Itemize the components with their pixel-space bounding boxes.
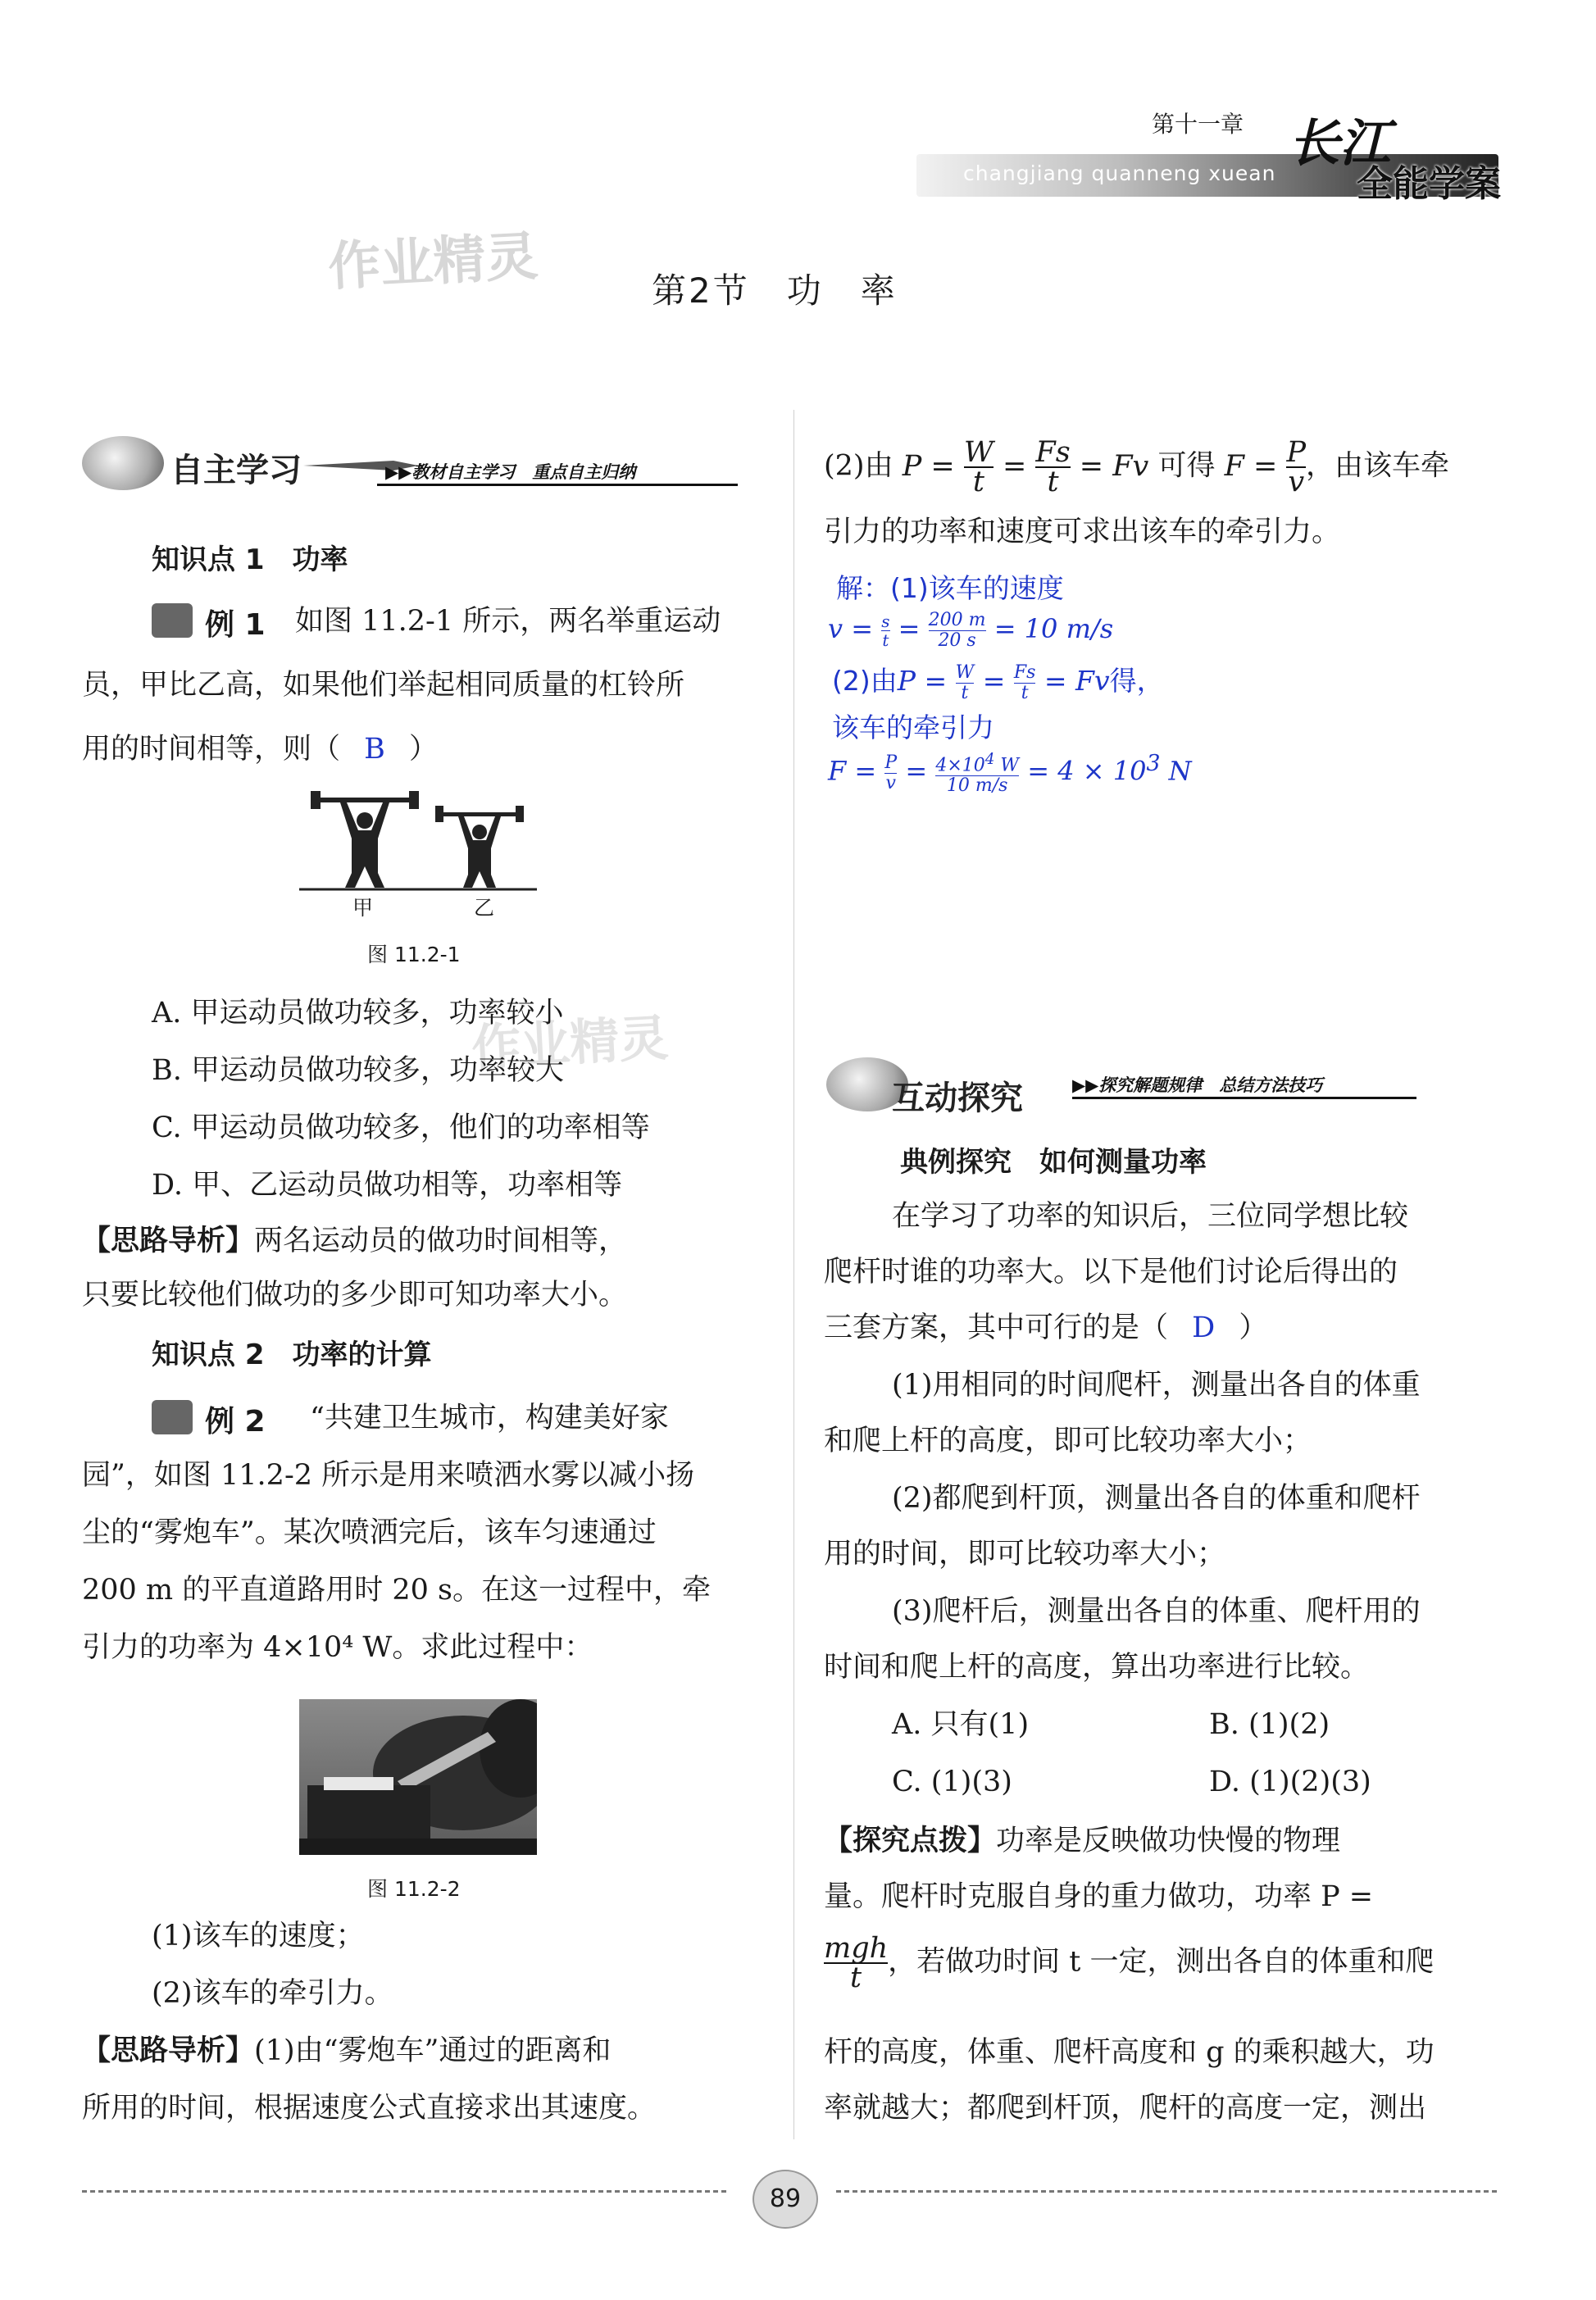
self-study-header [82,434,738,492]
explore-option-d: D. (1)(2)(3) [1209,1766,1371,1798]
hint-text: (1)由“雾炮车”通过的距离和 [254,2034,612,2067]
plan-line: (1)用相同的时间爬杆，测量出各自的体重 [892,1369,1421,1402]
explore-hint-cont: 杆的高度，体重、爬杆高度和 g 的乘积越大，功 [824,2036,1435,2069]
explore-tag: ▶▶探究解题规律 总结方法技巧 [1072,1075,1323,1095]
figure-caption: 图 11.2-1 [367,943,461,966]
example-2-line: “共建卫生城市，构建美好家 [310,1402,669,1434]
footer-rule-right [836,2190,1500,2193]
example-icon [152,1400,193,1434]
footer-rule-left [82,2190,730,2193]
knowledge-point-1: 知识点 1 功率 [152,543,348,576]
question-1: (1)该车的速度； [152,1920,365,1952]
example-icon [152,603,193,638]
option-c: C. 甲运动员做功较多，他们的功率相等 [152,1111,650,1144]
explore-hint-cont: 量。爬杆时克服自身的重力做功，功率 P = [824,1880,1374,1913]
example-1-answer: B [364,733,385,766]
page-number: 89 [753,2170,818,2229]
hint-2 [82,2031,611,2070]
example-1-label: 例 1 [205,608,266,642]
example-1-line [82,730,438,769]
explore-answer: D [1192,1311,1216,1344]
self-study-tag: ▶▶教材自主学习 重点自主归纳 [385,461,636,482]
force-formula: F = $\frac{P}{v}$ [1224,436,1307,498]
explore-option-a: A. 只有(1) [892,1708,1030,1741]
globe-icon [82,436,164,490]
example-2-line: 园”，如图 11.2-2 所示是用来喷洒水雾以减小扬 [82,1459,695,1492]
truck-sign [324,1777,393,1790]
explore-hint-label: 【探究点拨】 [824,1825,997,1857]
hint-2-part2 [824,436,1450,498]
chapter-label: 第十一章 [1152,111,1244,138]
brand-subtitle: changjiang quanneng xuean [963,161,1276,185]
option-a: A. 甲运动员做功较多，功率较小 [152,997,564,1030]
plan-line: 时间和爬上杆的高度，算出功率进行比较。 [824,1651,1370,1684]
hint-1 [82,1221,627,1261]
weightlifter-figure [299,791,537,914]
hint-label: 【思路导析】 [82,1225,255,1257]
fog-cannon-photo [299,1699,537,1855]
solution-line-3: (2)由P = $\frac{W}{t}$ = $\frac{Fs}{t}$ = Fv得， [832,661,1164,703]
hint-2-part2-cont: 引力的功率和速度可求出该车的牵引力。 [824,516,1341,548]
explore-option-c: C. (1)(3) [892,1766,1012,1798]
explore-close: ） [1239,1311,1268,1344]
example-2-line: 200 m 的平直道路用时 20 s。在这一过程中，牵 [82,1574,711,1607]
plan-line: (2)都爬到杆顶，测量出各自的体重和爬杆 [892,1482,1421,1515]
explore-hint-text: ，若做功时间 t 一定，测出各自的体重和爬 [888,1945,1435,1979]
section-rule [1072,1097,1416,1099]
explore-hint-cont: 率就越大；都爬到杆顶，爬杆的高度一定，测出 [824,2092,1427,2125]
explore-intro [824,1308,1267,1348]
power-fraction: mgh t [824,1932,889,1994]
hint-2-cont: 所用的时间，根据速度公式直接求出其速度。 [82,2092,657,2125]
example-2-line: 尘的“雾炮车”。某次喷洒完后，该车匀速通过 [82,1516,657,1549]
hint-text: 两名运动员的做功时间相等， [254,1225,628,1257]
solution-text: (2)由 [832,665,898,697]
column-divider [793,410,794,2139]
explore-header [826,1057,1498,1115]
example-2-label: 例 2 [205,1405,266,1439]
hint-text: 可得 [1157,449,1216,483]
solution-force: F = $\frac{P}{v}$ = $\frac{4\times 10^4 W}{10 m/s}$ = $4 \times 10^3$ N [828,751,1192,797]
self-study-label: 自主学习 [171,452,302,489]
hint-text: ，由该车牵 [1306,449,1450,483]
example-1-line: 如图 11.2-1 所示，两名举重运动 [295,605,721,638]
explore-title: 典例探究 如何测量功率 [900,1146,1207,1179]
explore-option-b: B. (1)(2) [1209,1708,1330,1741]
explore-intro: 在学习了功率的知识后，三位同学想比较 [892,1200,1409,1233]
brand-logo-script: 长江 [1289,113,1391,173]
plan-line: 和爬上杆的高度，即可比较功率大小； [824,1425,1312,1457]
watermark-faint: 作业精灵 [470,1009,670,1078]
hint-1-cont: 只要比较他们做功的多少即可知功率大小。 [82,1279,628,1311]
example-2-line: 引力的功率为 4×10⁴ W。求此过程中： [82,1631,593,1664]
figure-caption: 图 11.2-2 [367,1877,461,1901]
explore-hint-text: 功率是反映做功快慢的物理 [996,1825,1341,1857]
question-2: (2)该车的牵引力。 [152,1977,393,2010]
plan-line: 用的时间，即可比较功率大小； [824,1538,1226,1570]
explore-label: 互动探究 [892,1080,1023,1117]
section-title: 第2节 功 率 [652,270,898,311]
example-1-line-text: 用的时间相等，则（ [82,733,341,766]
solution-line-4: 该车的牵引力 [832,711,994,743]
explore-intro: 爬杆时谁的功率大。以下是他们讨论后得出的 [824,1256,1398,1289]
solution-velocity: v = $\frac{s}{t}$ = $\frac{200 m}{20 s}$ = 10 m/s [828,610,1114,651]
brand-logo-main: 全能学案 [1357,163,1501,205]
explore-intro-text: 三套方案，其中可行的是（ [824,1311,1169,1344]
hint-text: (2)由 [824,449,893,483]
explore-hint-cont [824,1934,1434,1992]
plan-line: (3)爬杆后，测量出各自的体重、爬杆用的 [892,1595,1421,1628]
explore-hint [824,1821,1340,1861]
option-b: B. 甲运动员做功较多，功率较大 [152,1054,564,1087]
knowledge-point-2: 知识点 2 功率的计算 [152,1339,432,1371]
example-1-close: ） [409,733,439,766]
watermark: 作业精灵 [326,226,540,298]
power-formula: P = $\frac{W}{t}$ = $\frac{Fs}{t}$ = Fv [902,436,1158,498]
hint-label: 【思路导析】 [82,2034,255,2067]
figure-label-right: 乙 [474,896,495,920]
figure-label-left: 甲 [352,896,374,920]
example-1-line: 员，甲比乙高，如果他们举起相同质量的杠铃所 [82,669,685,702]
option-d: D. 甲、乙运动员做功相等，功率相等 [152,1169,623,1202]
section-rule [377,484,738,486]
solution-line-1: 解：(1)该车的速度 [836,572,1064,604]
solution-text: 得， [1109,665,1164,697]
